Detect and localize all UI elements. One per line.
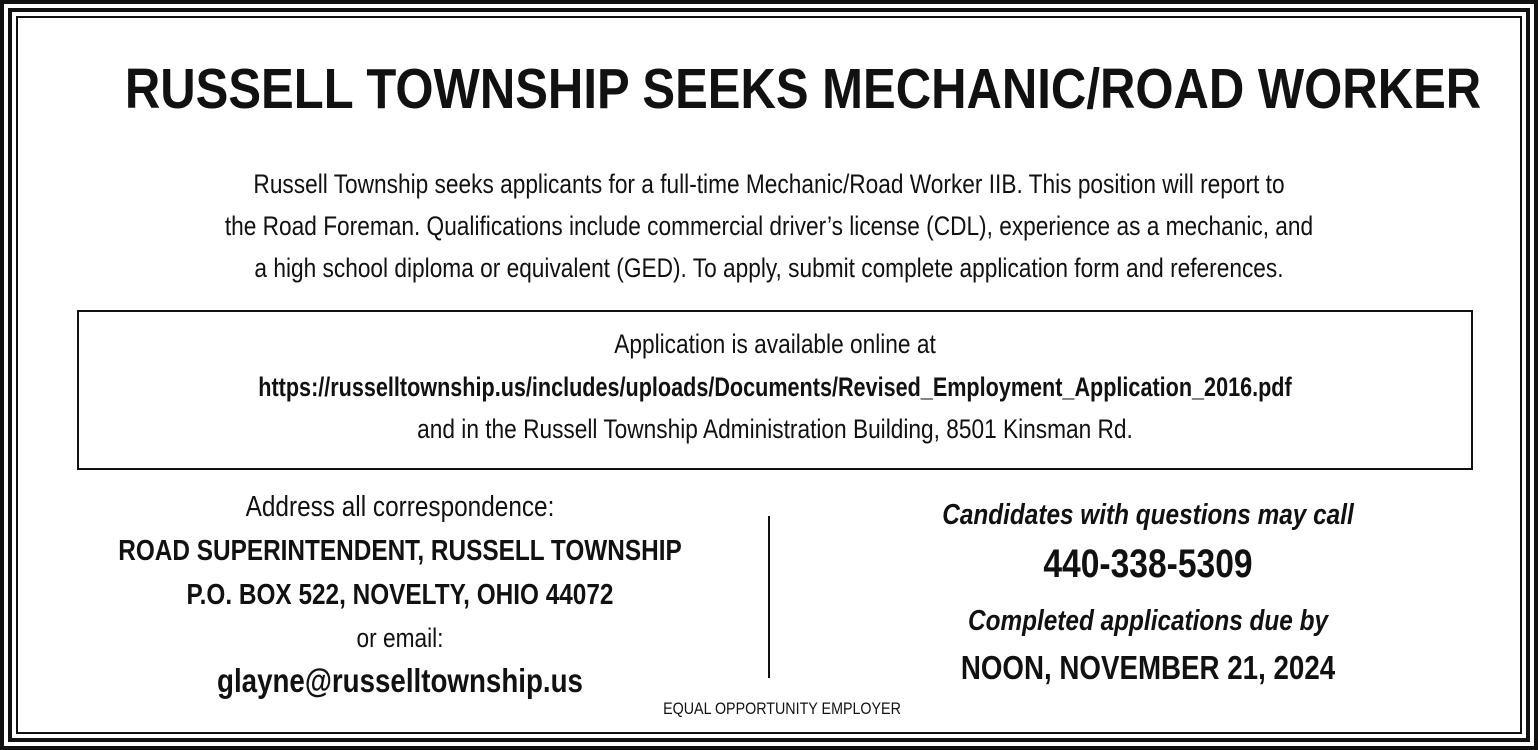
deadline-text: NOON, NOVEMBER 21, 2024 xyxy=(960,649,1336,686)
contact-section xyxy=(800,494,1496,692)
application-availability-text: Application is available online at xyxy=(614,329,936,359)
intro-line-2: the Road Foreman. Qualifications include commercial driver’s license (CDL), experience as a mechanic, and xyxy=(224,211,1314,241)
intro-paragraph xyxy=(40,163,1498,289)
email-link[interactable]: glayne@russelltownship.us xyxy=(217,662,583,699)
application-location-text: and in the Russell Township Administration Building, 8501 Kinsman Rd. xyxy=(417,414,1133,444)
or-email-label: or email: xyxy=(356,623,444,653)
application-info-box xyxy=(77,310,1473,470)
intro-line-1: Russell Township seeks applicants for a full-time Mechanic/Road Worker IIB. This position will report to xyxy=(253,169,1285,199)
correspondence-recipient: ROAD SUPERINTENDENT, RUSSELL TOWNSHIP xyxy=(118,535,682,567)
questions-label: Candidates with questions may call xyxy=(942,499,1354,531)
phone-number[interactable]: 440-338-5309 xyxy=(1043,542,1253,586)
correspondence-label: Address all correspondence: xyxy=(245,491,555,523)
intro-line-3: a high school diploma or equivalent (GED). To apply, submit complete application form and references. xyxy=(254,253,1284,283)
correspondence-address: P.O. BOX 522, NOVELTY, OHIO 44072 xyxy=(186,579,614,611)
application-url-link[interactable]: https://russelltownship.us/includes/uploads/Documents/Revised_Employment_Application_2016.pdf xyxy=(258,372,1292,402)
correspondence-section xyxy=(60,485,740,703)
headline: RUSSELL TOWNSHIP SEEKS MECHANIC/ROAD WORKER xyxy=(124,57,1482,121)
equal-opportunity-text: EQUAL OPPORTUNITY EMPLOYER xyxy=(663,699,901,718)
due-date-label: Completed applications due by xyxy=(967,605,1329,637)
column-divider xyxy=(768,516,770,678)
